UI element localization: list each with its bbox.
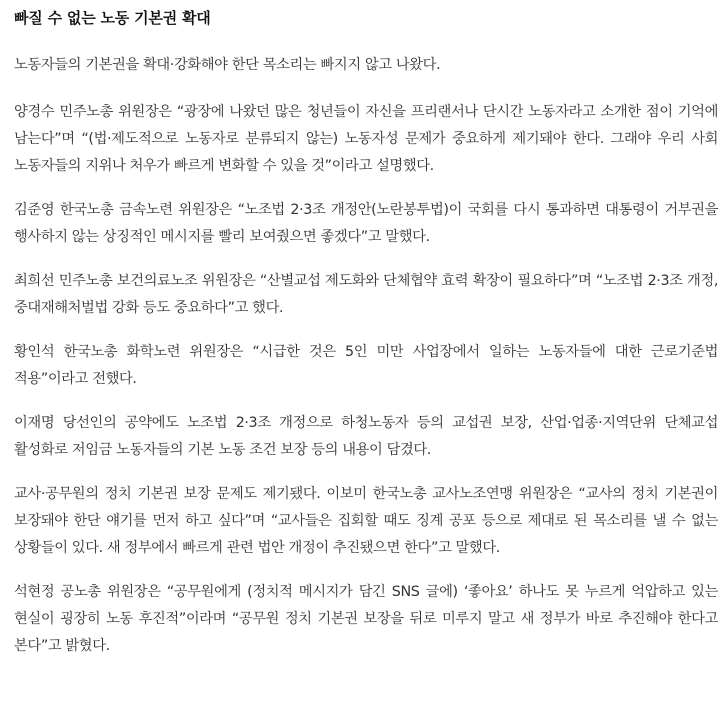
article-paragraph: 교사·공무원의 정치 기본권 보장 문제도 제기됐다. 이보미 한국노총 교사노조연맹 위원장은 “교사의 정치 기본권이 보장돼야 한단 얘기를 먼저 하고 싶다”며 “교사들은 집회할 때도 징계 공포 등으로 제대로 된 목소리를 낼 수 없는 상황들이 있다. 새 정부에서 빠르게 관련 법안 개정이 추진됐으면 한다”고 말했다.	[14, 486, 718, 556]
article-paragraph: 황인석 한국노총 화학노련 위원장은 “시급한 것은 5인 미만 사업장에서 일하는 노동자들에 대한 근로기준법 적용”이라고 전했다.	[14, 344, 718, 387]
article-paragraph: 석현정 공노총 위원장은 “공무원에게 (정치적 메시지가 담긴 SNS 글에) ‘좋아요’ 하나도 못 누르게 억압하고 있는 현실이 굉장히 노동 후진적”이라며 “공무원 정치 기본권 보장을 뒤로 미루지 말고 새 정부가 바로 추진해야 한다고 본다”고 밝혔다.	[14, 584, 718, 654]
article-paragraph: 노동자들의 기본권을 확대·강화해야 한단 목소리는 빠지지 않고 나왔다.	[14, 57, 441, 73]
article-paragraph: 양경수 민주노총 위원장은 “광장에 나왔던 많은 청년들이 자신을 프리랜서나 단시간 노동자라고 소개한 점이 기억에 남는다”며 “(법·제도적으로 노동자로 분류되지 않는) 노동자성 문제가 중요하게 제기돼야 한다. 그래야 우리 사회 노동자들의 지위나 처우가 빠르게 변화할 수 있을 것”이라고 설명했다.	[14, 104, 718, 174]
article-paragraph: 이재명 당선인의 공약에도 노조법 2·3조 개정으로 하청노동자 등의 교섭권 보장, 산업·업종·지역단위 단체교섭 활성화로 저임금 노동자들의 기본 노동 조건 보장 등의 내용이 담겼다.	[14, 415, 718, 458]
article-paragraph: 김준영 한국노총 금속노련 위원장은 “노조법 2·3조 개정안(노란봉투법)이 국회를 다시 통과하면 대통령이 거부권을 행사하지 않는 상징적인 메시지를 빨리 보여줬으면 좋겠다”고 말했다.	[14, 202, 718, 245]
article-paragraph: 최희선 민주노총 보건의료노조 위원장은 “산별교섭 제도화와 단체협약 효력 확장이 필요하다”며 “노조법 2·3조 개정, 중대재해처벌법 강화 등도 중요하다”고 했다.	[14, 273, 718, 316]
article-headline: 빠질 수 없는 노동 기본권 확대	[14, 9, 211, 27]
